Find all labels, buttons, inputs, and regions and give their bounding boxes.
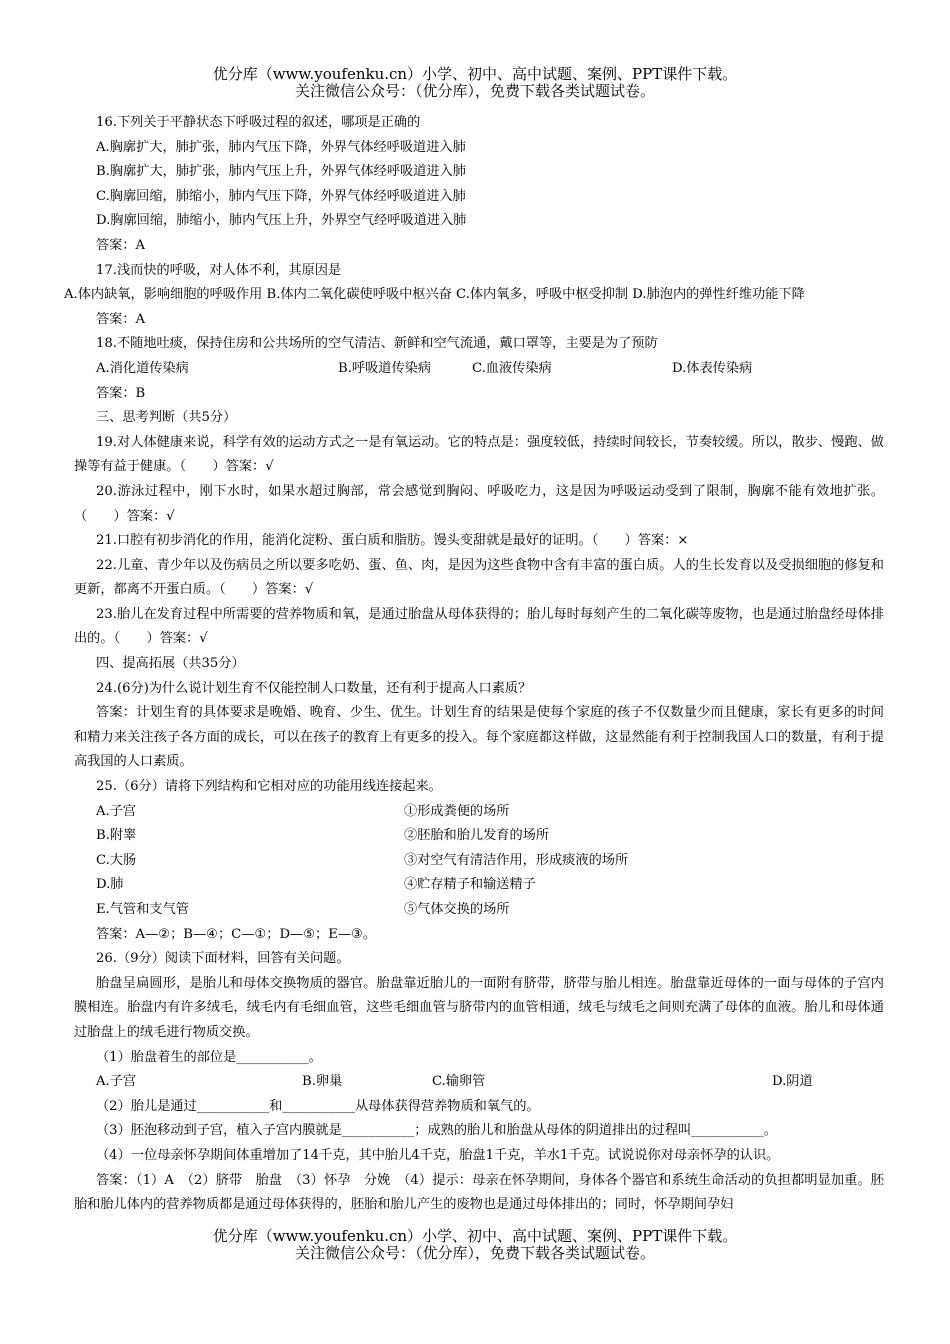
q17-answer: 答案：A [96, 311, 146, 327]
q17-stem: 17.浅而快的呼吸，对人体不利，其原因是 [96, 262, 342, 278]
footer-line-1: 优分库（www.youfenku.cn）小学、初中、高中试题、案例、PPT课件下载。 [212, 1227, 738, 1245]
q25-pair-row [74, 824, 884, 849]
q18-option-d: D.体表传染病 [672, 360, 753, 376]
q25-stem: 25.（6分）请将下列结构和它相对应的功能用线连接起来。 [96, 779, 442, 795]
q19: 19.对人体健康来说，科学有效的运动方式之一是有氧运动。它的特点是：强度较低，持续时间较长，节奏较缓。所以，散步、慢跑、做操等有益于健康。（ ）答案：√ [74, 434, 884, 475]
q18-options [74, 357, 884, 382]
header-line-1: 优分库（www.youfenku.cn）小学、初中、高中试题、案例、PPT课件下载。 [212, 65, 738, 83]
q18-option-a: A.消化道传染病 [96, 360, 189, 376]
q25-pair-row [74, 873, 884, 898]
q20: 20.游泳过程中，刚下水时，如果水超过胸部，常会感觉到胸闷、呼吸吃力，这是因为呼吸运动受到了限制，胸廓不能有效地扩张。（ ）答案：√ [74, 483, 884, 524]
q18-stem: 18.不随地吐痰，保持住房和公共场所的空气清洁、新鲜和空气流通，戴口罩等，主要是为了预防 [96, 336, 658, 352]
q16-option-a: A.胸廓扩大，肺扩张，肺内气压下降，外界气体经呼吸道进入肺 [96, 139, 466, 155]
footer-line-2: 关注微信公众号：（优分库），免费下载各类试题试卷。 [294, 1244, 655, 1262]
q25-function: ④贮存精子和输送精子 [404, 877, 536, 893]
q26-sub4: （4）一位母亲怀孕期间体重增加了14千克，其中胎儿4千克，胎盘1千克，羊水1千克。试说说你对母亲怀孕的认识。 [96, 1147, 780, 1163]
q24-answer: 答案：计划生育的具体要求是晚婚、晚育、少生、优生。计划生育的结果是使每个家庭的孩子不仅数量少而且健康，家长有更多的时间和精力来关注孩子各方面的成长，可以在孩子的教育上有更多的投入。每个家庭都这样做，这显然能有利于控制我国人口的数量，有利于提高我国的人口素质。 [74, 705, 884, 770]
q16-answer: 答案：A [96, 237, 146, 253]
q26-sub1-option-d: D.阴道 [772, 1074, 813, 1090]
q23: 23.胎儿在发育过程中所需要的营养物质和氧，是通过胎盘从母体获得的；胎儿每时每刻产生的二氧化碳等废物，也是通过胎盘经母体排出的。（ ）答案：√ [74, 606, 884, 647]
q17-options: A.体内缺氧，影响细胞的呼吸作用 B.体内二氧化碳使呼吸中枢兴奋 C.体内氧多，呼吸中枢受抑制 D.肺泡内的弹性纤维功能下降 [64, 287, 805, 303]
section-3-heading: 三、思考判断（共5分） [96, 410, 237, 426]
q26-sub1-option-a: A.子宫 [96, 1074, 137, 1090]
q25-structure: C.大肠 [96, 852, 137, 868]
q26-sub1-options [74, 1070, 884, 1095]
document-body [64, 111, 884, 1218]
q26-passage: 胎盘呈扁圆形，是胎儿和母体交换物质的器官。胎盘靠近胎儿的一面附有脐带，脐带与胎儿相连。胎盘靠近母体的一面与母体的子宫内膜相连。胎盘内有许多绒毛，绒毛内有毛细血管，这些毛细血管与脐带内的血管相通，绒毛与绒毛之间则充满了母体的血液。胎儿和母体通过胎盘上的绒毛进行物质交换。 [74, 975, 884, 1040]
q18-answer: 答案：B [96, 385, 146, 401]
q25-pair-row [74, 849, 884, 874]
header-line-2: 关注微信公众号：（优分库），免费下载各类试题试卷。 [294, 82, 655, 100]
q26-sub3: （3）胚泡移动到子宫，植入子宫内膜就是___________；成熟的胎儿和胎盘从母体的阴道排出的过程叫___________。 [96, 1123, 777, 1139]
q25-function: ②胚胎和胎儿发育的场所 [404, 828, 550, 844]
q25-function: ③对空气有清洁作用，形成痰液的场所 [404, 852, 629, 868]
q25-structure: A.子宫 [96, 803, 137, 819]
q18-option-c: C.血液传染病 [472, 360, 552, 376]
q26-sub1-option-b: B.卵巢 [302, 1074, 343, 1090]
q16-option-d: D.胸廓回缩，肺缩小，肺内气压上升，外界空气经呼吸道进入肺 [96, 213, 467, 229]
q16-option-c: C.胸廓回缩，肺缩小，肺内气压下降，外界气体经呼吸道进入肺 [96, 188, 466, 204]
q26-sub1: （1）胎盘着生的部位是___________。 [96, 1049, 322, 1065]
q25-function: ⑤气体交换的场所 [404, 902, 510, 917]
page-footer [0, 1228, 950, 1262]
q21: 21.口腔有初步消化的作用，能消化淀粉、蛋白质和脂肪。馒头变甜就是最好的证明。（ ）答案：× [96, 533, 689, 549]
q24-stem: 24.(6分)为什么说计划生育不仅能控制人口数量，还有利于提高人口素质？ [96, 680, 532, 696]
q25-answer: 答案：A—②；B—④；C—①；D—⑤；E—③。 [96, 926, 377, 942]
q16-option-b: B.胸廓扩大，肺扩张，肺内气压上升，外界气体经呼吸道进入肺 [96, 164, 466, 180]
q18-option-b: B.呼吸道传染病 [338, 360, 432, 376]
q25-function: ①形成粪便的场所 [404, 803, 510, 819]
q26-stem: 26.（9分）阅读下面材料，回答有关问题。 [96, 951, 350, 967]
q26-sub2: （2）胎儿是通过___________和___________从母体获得营养物质和氧气的。 [96, 1098, 540, 1114]
q26-answer: 答案：（1）A （2）脐带 胎盘 （3）怀孕 分娩 （4）提示：母亲在怀孕期间，身体各个器官和系统生命活动的负担都明显加重。胚胎和胎儿体内的营养物质都是通过母体获得的，胚胎和胎儿产生的废物也是通过母体排出的；同时，怀孕期间孕妇 [74, 1172, 884, 1213]
q22: 22.儿童、青少年以及伤病员之所以要多吃奶、蛋、鱼、肉，是因为这些食物中含有丰富的蛋白质。人的生长发育以及受损细胞的修复和更新，都离不开蛋白质。（ ）答案：√ [74, 557, 884, 598]
q25-pair-row [74, 898, 884, 923]
q25-structure: E.气管和支气管 [96, 902, 189, 917]
q25-pair-row [74, 800, 884, 825]
section-4-heading: 四、提高拓展（共35分） [96, 656, 245, 672]
q25-structure: B.附睾 [96, 828, 137, 844]
q26-sub1-option-c: C.输卵管 [432, 1074, 486, 1090]
q25-structure: D.肺 [96, 877, 124, 893]
q16-stem: 16.下列关于平静状态下呼吸过程的叙述，哪项是正确的 [96, 115, 421, 130]
page-header [0, 66, 950, 100]
